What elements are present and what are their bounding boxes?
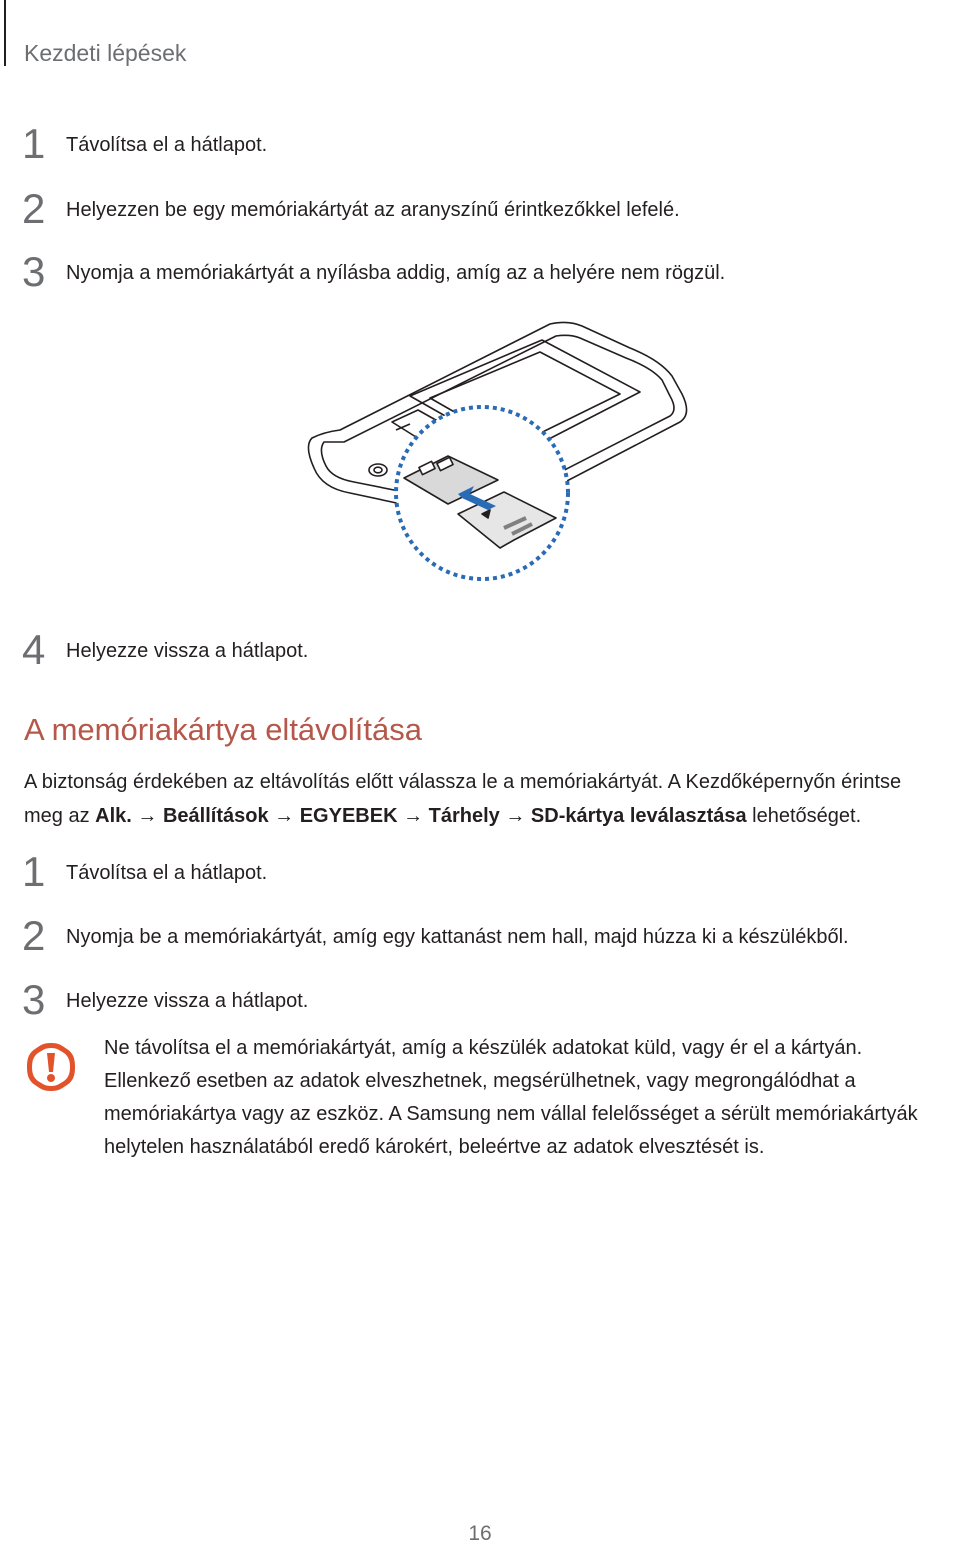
- warning-line-3: memóriakártya vagy az eszköz. A Samsung nem vállal felelősséget a sérült memóriakártyák: [104, 1103, 918, 1125]
- step-number: 1: [22, 848, 46, 895]
- menu-path-egyebek: EGYEBEK: [299, 805, 398, 827]
- camera-lens: [369, 464, 387, 476]
- step-text: Helyezze vissza a hátlapot.: [66, 990, 309, 1012]
- step-text: Nyomja be a memóriakártyát, amíg egy kattanást nem hall, majd húzza ki a készülékből.: [66, 926, 849, 948]
- warning-line-1: Ne távolítsa el a memóriakártyát, amíg a készülék adatokat küld, vagy ér el a kártyán.: [104, 1037, 863, 1059]
- step-number: 2: [22, 912, 46, 959]
- page-header-title: Kezdeti lépések: [24, 40, 187, 66]
- menu-path-tarhely: Tárhely: [428, 805, 500, 827]
- caution-icon: [24, 1040, 78, 1094]
- section-intro: [24, 765, 954, 833]
- arrow-icon: →: [274, 805, 295, 827]
- step-number: 3: [22, 248, 46, 295]
- step-number: 1: [22, 120, 46, 167]
- header-rule: [4, 0, 6, 66]
- menu-path-alk: Alk.: [95, 805, 132, 827]
- zoom-highlight-circle: [396, 407, 568, 579]
- warning-text: [104, 1032, 960, 1164]
- step-number: 2: [22, 185, 46, 232]
- page-number: 16: [468, 1522, 492, 1545]
- menu-path-beallitasok: Beállítások: [162, 805, 269, 827]
- intro-line-2: meg az Alk. → Beállítások → EGYEBEK → Tárhely → SD-kártya leválasztása lehetőséget.: [24, 805, 862, 827]
- warning-line-2: Ellenkező esetben az adatok elveszhetnek, megsérülhetnek, vagy megrongálódhat a: [104, 1070, 856, 1092]
- warning-line-4: helytelen használatából eredő károkért, beleértve az adatok elvesztését is.: [104, 1136, 765, 1158]
- step-text: Távolítsa el a hátlapot.: [66, 862, 268, 884]
- arrow-icon: →: [137, 805, 158, 827]
- step-number: 3: [22, 976, 46, 1023]
- memory-card-insertion-illustration: [300, 318, 690, 588]
- step-text: Helyezze vissza a hátlapot.: [66, 640, 309, 662]
- step-text: Nyomja a memóriakártyát a nyílásba addig, amíg az a helyére nem rögzül.: [66, 262, 726, 284]
- step-text: Távolítsa el a hátlapot.: [66, 134, 268, 156]
- arrow-icon: →: [403, 805, 424, 827]
- arrow-icon: →: [505, 805, 526, 827]
- menu-path-sd-leválasztás: SD-kártya leválasztása: [530, 805, 747, 827]
- step-text: Helyezzen be egy memóriakártyát az aranyszínű érintkezőkkel lefelé.: [66, 199, 680, 221]
- step-number: 4: [22, 626, 46, 673]
- intro-line-1: A biztonság érdekében az eltávolítás előtt válassza le a memóriakártyát. A Kezdőképernyőn érintse: [24, 771, 902, 793]
- section-title: A memóriakártya eltávolítása: [24, 712, 423, 747]
